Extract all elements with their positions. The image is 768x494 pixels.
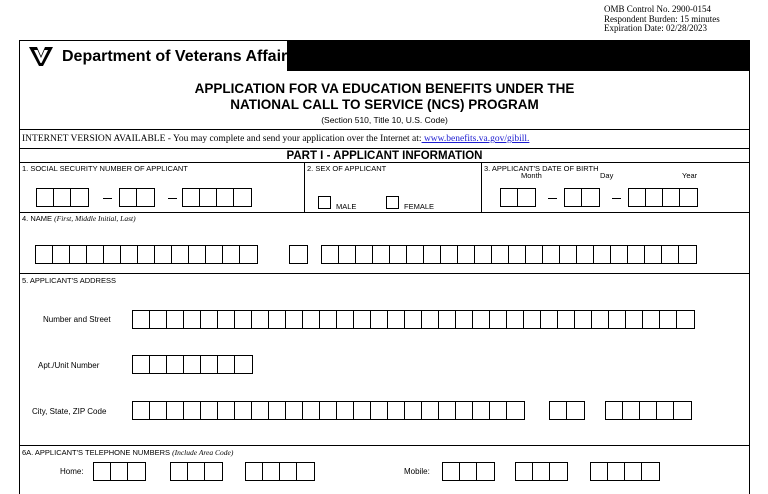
dash	[168, 198, 177, 199]
header-bar	[20, 41, 749, 71]
va-seal-icon	[28, 44, 54, 68]
zip-field[interactable]	[605, 401, 692, 420]
state-field[interactable]	[549, 401, 585, 420]
omb-expiration-date: Expiration Date: 02/28/2023	[604, 23, 707, 33]
male-checkbox[interactable]	[318, 196, 331, 209]
home-area-code-field[interactable]	[93, 462, 146, 481]
phone-hint: (Include Area Code)	[172, 448, 234, 457]
dob-label: 3. APPLICANT'S DATE OF BIRTH	[484, 164, 599, 173]
divider	[20, 212, 749, 213]
divider	[20, 148, 749, 149]
male-label: MALE	[336, 202, 357, 211]
part-title: PART I - APPLICANT INFORMATION	[286, 150, 483, 162]
dash	[103, 198, 112, 199]
divider	[20, 129, 749, 130]
dob-day-label: Day	[600, 171, 614, 180]
sex-label: 2. SEX OF APPLICANT	[307, 164, 387, 173]
first-name-field[interactable]	[35, 245, 258, 264]
dash	[548, 198, 557, 199]
omb-info	[604, 5, 764, 34]
mobile-prefix-field[interactable]	[515, 462, 568, 481]
divider	[304, 162, 305, 212]
form-title-line1: APPLICATION FOR VA EDUCATION BENEFITS UNDER THE	[194, 81, 575, 96]
ssn-label: 1. SOCIAL SECURITY NUMBER OF APPLICANT	[22, 164, 188, 173]
form-title-line2: NATIONAL CALL TO SERVICE (NCS) PROGRAM	[230, 97, 539, 112]
mobile-phone-label: Mobile:	[404, 467, 430, 476]
department-name: Department of Veterans Affairs	[62, 48, 297, 65]
ssn-part1-field[interactable]	[36, 188, 89, 207]
city-state-zip-label: City, State, ZIP Code	[32, 407, 107, 416]
divider	[20, 162, 749, 163]
internet-notice-text: INTERNET VERSION AVAILABLE - You may complete and send your application over the Internet at:	[22, 134, 422, 144]
internet-notice	[22, 134, 529, 144]
home-line-number-field[interactable]	[245, 462, 315, 481]
dob-year-field[interactable]	[628, 188, 698, 207]
gibill-link[interactable]: www.benefits.va.gov/gibill.	[421, 134, 530, 144]
form-subtitle: (Section 510, Title 10, U.S. Code)	[321, 115, 448, 125]
last-name-field[interactable]	[321, 245, 697, 264]
dob-month-field[interactable]	[500, 188, 536, 207]
city-field[interactable]	[132, 401, 525, 420]
omb-control-number: OMB Control No. 2900-0154	[604, 4, 712, 14]
apt-field[interactable]	[132, 355, 253, 374]
mobile-area-code-field[interactable]	[442, 462, 495, 481]
name-label-text: 4. NAME	[22, 214, 53, 223]
apt-label: Apt./Unit Number	[38, 361, 100, 370]
female-checkbox[interactable]	[386, 196, 399, 209]
phone-label-text: 6A. APPLICANT'S TELEPHONE NUMBERS	[22, 448, 171, 457]
divider	[481, 162, 482, 212]
home-phone-label: Home:	[60, 467, 84, 476]
dash	[612, 198, 621, 199]
street-field[interactable]	[132, 310, 695, 329]
street-label: Number and Street	[43, 315, 111, 324]
ssn-part3-field[interactable]	[182, 188, 252, 207]
name-label	[22, 214, 136, 223]
divider	[20, 445, 749, 446]
dob-year-label: Year	[682, 171, 698, 180]
department-banner	[20, 41, 297, 71]
application-form	[19, 40, 750, 494]
mobile-line-number-field[interactable]	[590, 462, 660, 481]
phone-label	[22, 448, 233, 457]
address-label: 5. APPLICANT'S ADDRESS	[22, 276, 116, 285]
ssn-part2-field[interactable]	[119, 188, 155, 207]
home-prefix-field[interactable]	[170, 462, 223, 481]
name-hint: (First, Middle Initial, Last)	[54, 214, 136, 223]
omb-respondent-burden: Respondent Burden: 15 minutes	[604, 13, 720, 24]
middle-initial-field[interactable]	[289, 245, 308, 264]
female-label: FEMALE	[404, 202, 435, 211]
dob-month-label: Month	[521, 171, 542, 180]
divider	[20, 273, 749, 274]
dob-day-field[interactable]	[564, 188, 600, 207]
